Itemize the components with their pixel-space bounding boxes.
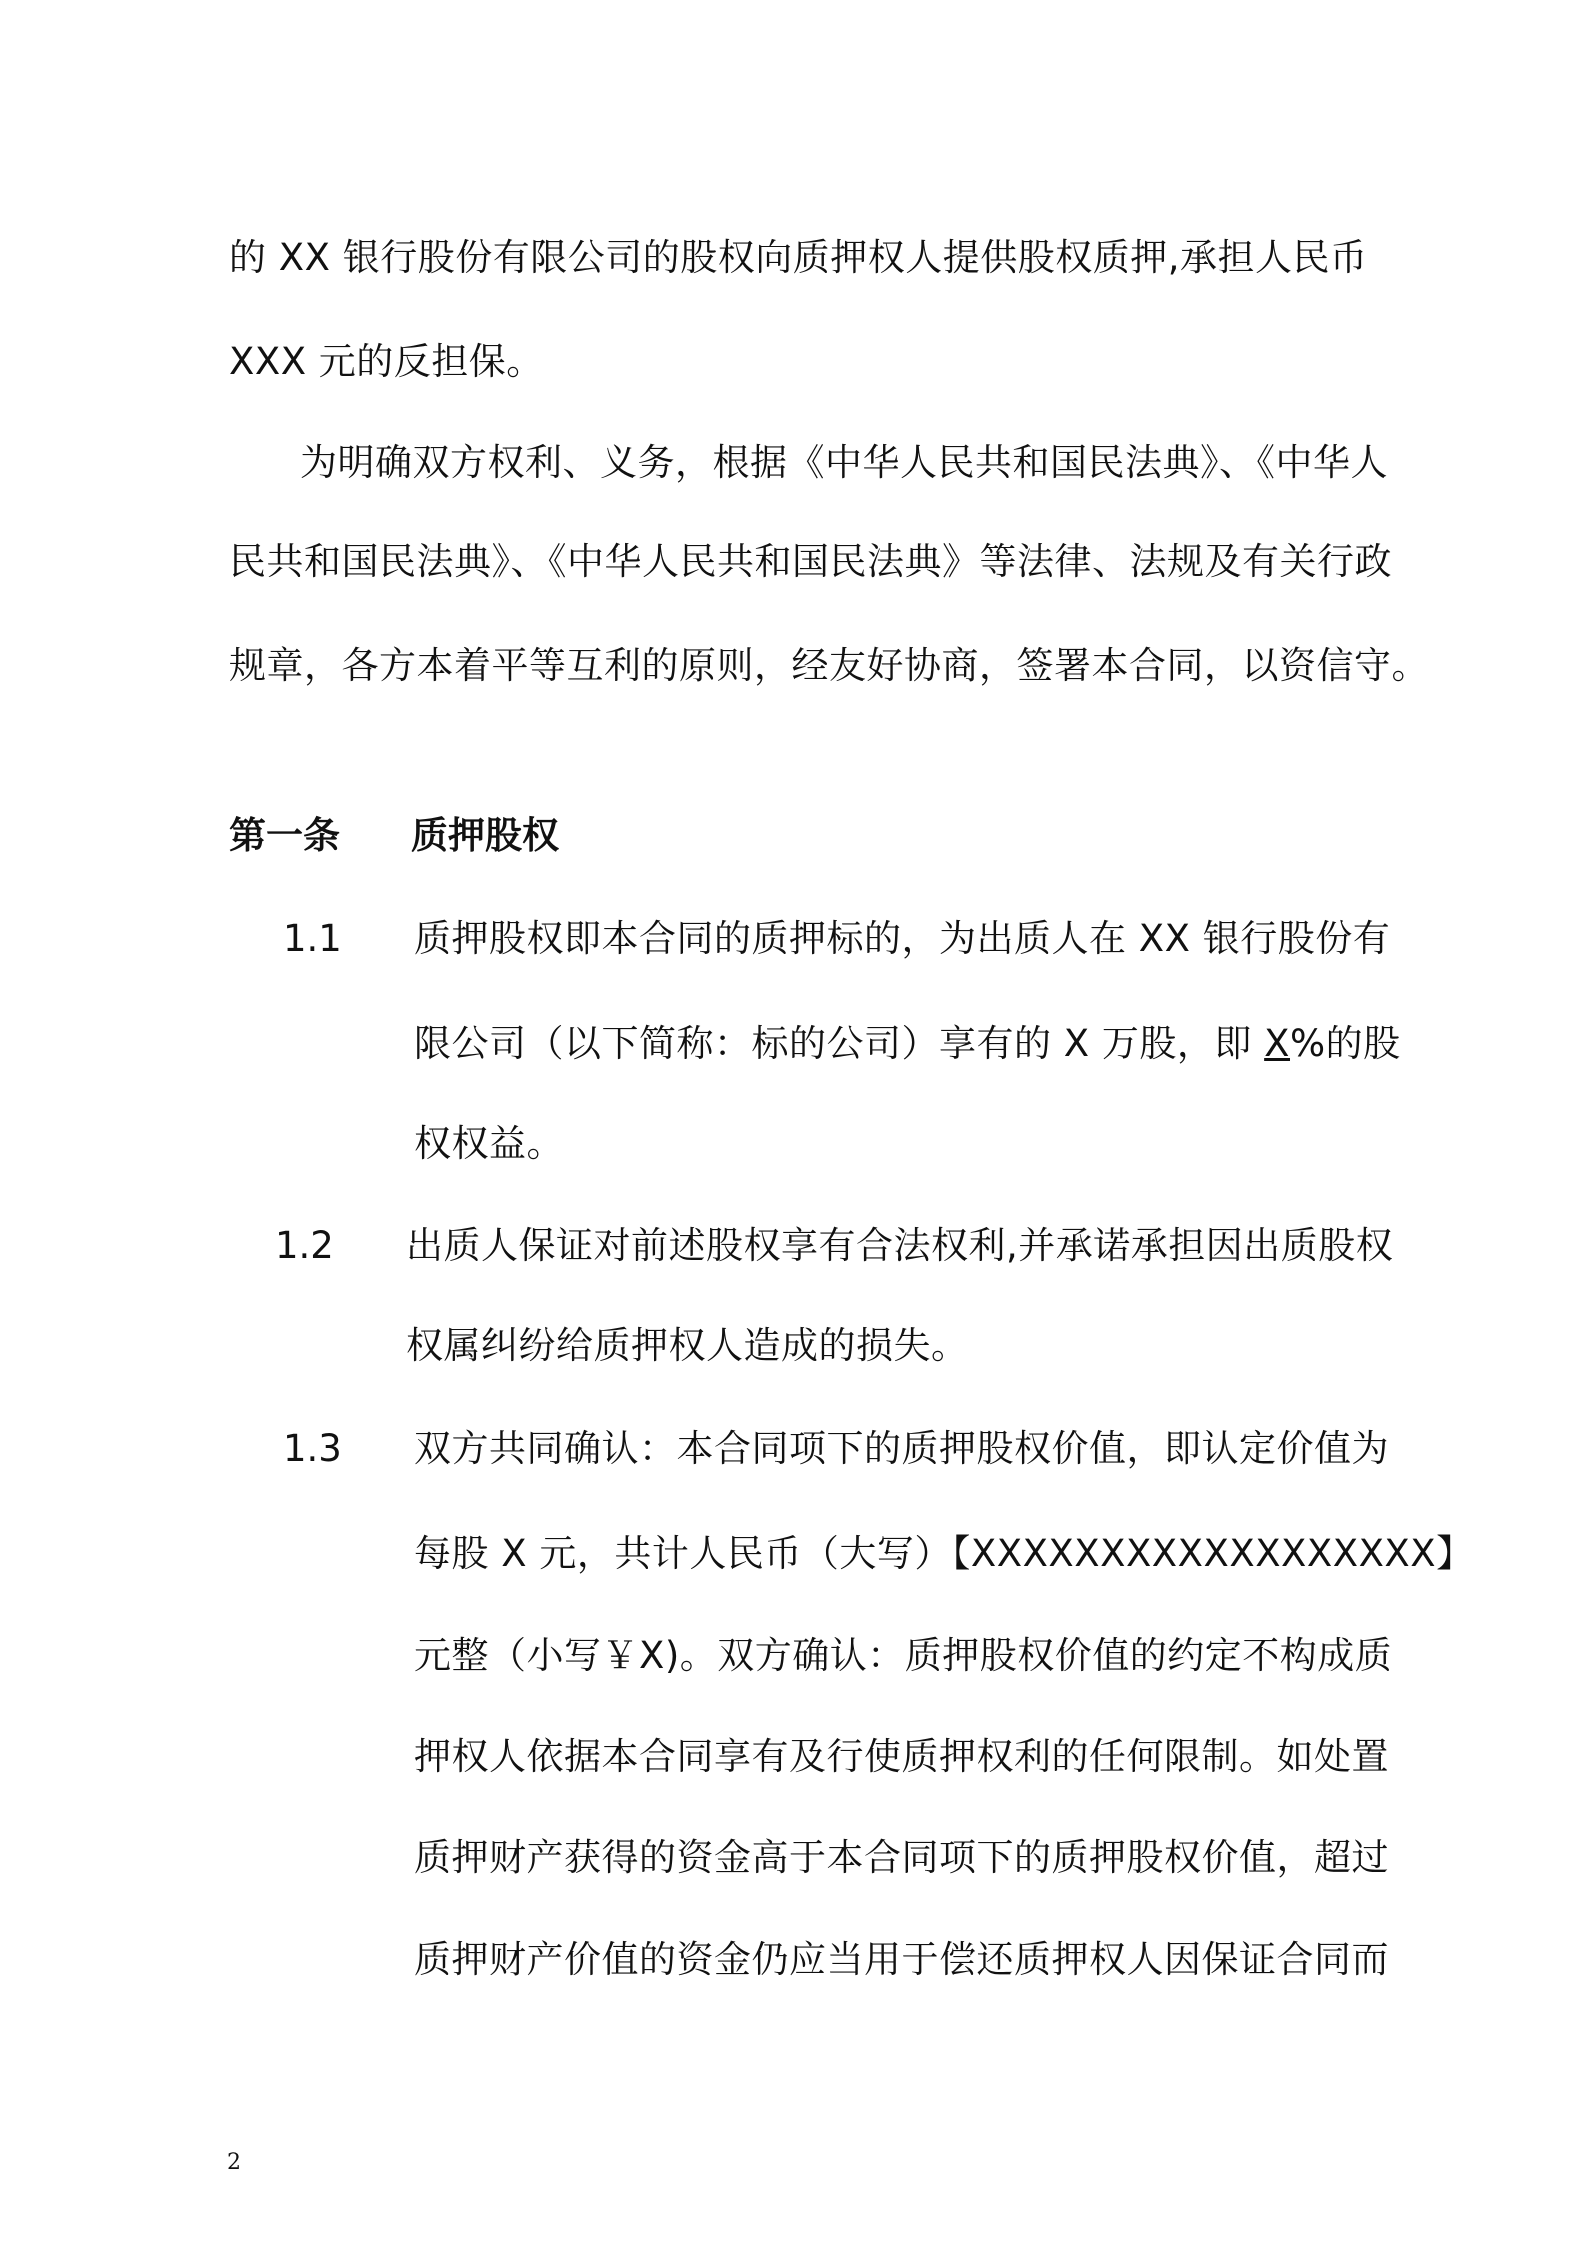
- clause-1-2-line-2: 权属纠纷给质押权人造成的损失。: [406, 1324, 969, 1367]
- clause-1-3-line-2: 每股 X 元，共计人民币（大写）【XXXXXXXXXXXXXXXXXX】: [414, 1532, 1474, 1575]
- article-label: 第一条: [229, 814, 340, 857]
- intro-line-2: XXX 元的反担保。: [229, 340, 544, 383]
- page-number: 2: [227, 2150, 241, 2175]
- purpose-line-3: 规章，各方本着平等互利的原则，经友好协商，签署本合同，以资信守。: [229, 644, 1429, 687]
- clause-1-3-line-4: 押权人依据本合同享有及行使质押权利的任何限制。如处置: [414, 1735, 1389, 1778]
- clause-1-1-line-3: 权权益。: [414, 1122, 564, 1165]
- article-title: 质押股权: [411, 814, 559, 857]
- clause-1-3-line-1: 双方共同确认：本合同项下的质押股权价值，即认定价值为: [414, 1427, 1389, 1470]
- clause-1-3-line-6: 质押财产价值的资金仍应当用于偿还质押权人因保证合同而: [414, 1938, 1389, 1981]
- clause-1-1-line-2-text: 限公司（以下简称：标的公司）享有的 X 万股，即: [414, 1022, 1265, 1065]
- purpose-line-1: 为明确双方权利、义务，根据《中华人民共和国民法典》、《中华人: [300, 441, 1388, 484]
- clause-1-1-percent-value: X: [1264, 1022, 1290, 1065]
- purpose-line-2: 民共和国民法典》、《中华人民共和国民法典》等法律、法规及有关行政: [229, 540, 1392, 583]
- clause-1-3-line-3: 元整（小写￥X)。双方确认：质押股权价值的约定不构成质: [414, 1634, 1393, 1677]
- clause-number-1-3: 1.3: [283, 1427, 342, 1470]
- clause-1-3-line-5: 质押财产获得的资金高于本合同项下的质押股权价值，超过: [414, 1836, 1389, 1879]
- clause-1-1-line-1: 质押股权即本合同的质押标的，为出质人在 XX 银行股份有: [414, 917, 1391, 960]
- clause-1-1-line-2: [414, 1022, 1401, 1065]
- clause-number-1-2: 1.2: [275, 1224, 334, 1267]
- clause-1-1-line-2-tail: %的股: [1290, 1022, 1401, 1065]
- clause-number-1-1: 1.1: [283, 917, 342, 960]
- intro-line-1: 的 XX 银行股份有限公司的股权向质押权人提供股权质押,承担人民币: [229, 236, 1368, 279]
- clause-1-2-line-1: 出质人保证对前述股权享有合法权利,并承诺承担因出质股权: [406, 1224, 1394, 1267]
